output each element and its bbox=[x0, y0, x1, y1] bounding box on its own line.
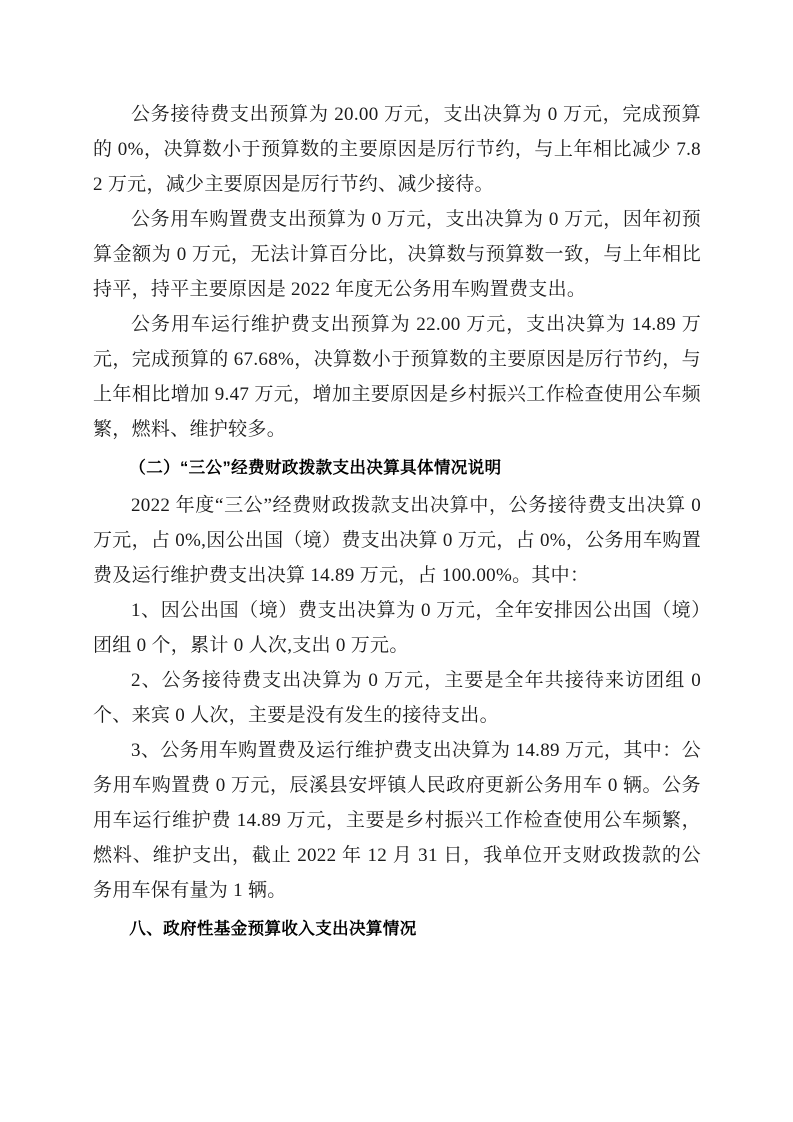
paragraph-reception-expense: 公务接待费支出预算为 20.00 万元，支出决算为 0 万元，完成预算的 0%，决算数小于预算数的主要原因是厉行节约，与上年相比减少 7.82 万元，减少主要原因是厉行节约、减少接待。 bbox=[93, 104, 701, 195]
document-content bbox=[93, 97, 701, 949]
paragraph-item3-vehicle-expense-detail: 3、公务用车购置费及运行维护费支出决算为 14.89 万元，其中：公务用车购置费 0 万元，辰溪县安坪镇人民政府更新公务用车 0 辆。公务用车运行维护费 14.89 万元，主要是乡村振兴工作检查使用公车频繁，燃料、维护支出，截止 2022 年 12 月 31 日，我单位开支财政拨款的公务用车保有量为 1 辆。 bbox=[93, 740, 701, 901]
paragraph-vehicle-maintenance-expense: 公务用车运行维护费支出预算为 22.00 万元，支出决算为 14.89 万元，完成预算的 67.68%，决算数小于预算数的主要原因是厉行节约，与上年相比增加 9.47 万元，增加主要原因是乡村振兴工作检查使用公车频繁，燃料、维护较多。 bbox=[93, 314, 701, 440]
paragraph-item2-official-reception: 2、公务接待费支出决算为 0 万元，主要是全年共接待来访团组 0 个、来宾 0 人次，主要是没有发生的接待支出。 bbox=[93, 670, 701, 726]
paragraph-item1-overseas-trips: 1、因公出国（境）费支出决算为 0 万元，全年安排因公出国（境）团组 0 个，累计 0 人次,支出 0 万元。 bbox=[93, 600, 701, 656]
paragraph-three-public-funds-summary: 2022 年度“三公”经费财政拨款支出决算中，公务接待费支出决算 0 万元，占 0%,因公出国（境）费支出决算 0 万元，占 0%，公务用车购置费及运行维护费支出决算 14.89 万元，占 100.00%。其中： bbox=[93, 495, 702, 586]
section-heading-government-fund-budget: 八、政府性基金预算收入支出决算情况 bbox=[129, 920, 417, 938]
paragraph-vehicle-purchase-expense: 公务用车购置费支出预算为 0 万元，支出决算为 0 万元，因年初预算金额为 0 万元，无法计算百分比，决算数与预算数一致，与上年相比持平，持平主要原因是 2022 年度无公务用车购置费支出。 bbox=[93, 209, 701, 300]
section-heading-three-public-funds-detail: （二）“三公”经费财政拨款支出决算具体情况说明 bbox=[129, 459, 502, 477]
